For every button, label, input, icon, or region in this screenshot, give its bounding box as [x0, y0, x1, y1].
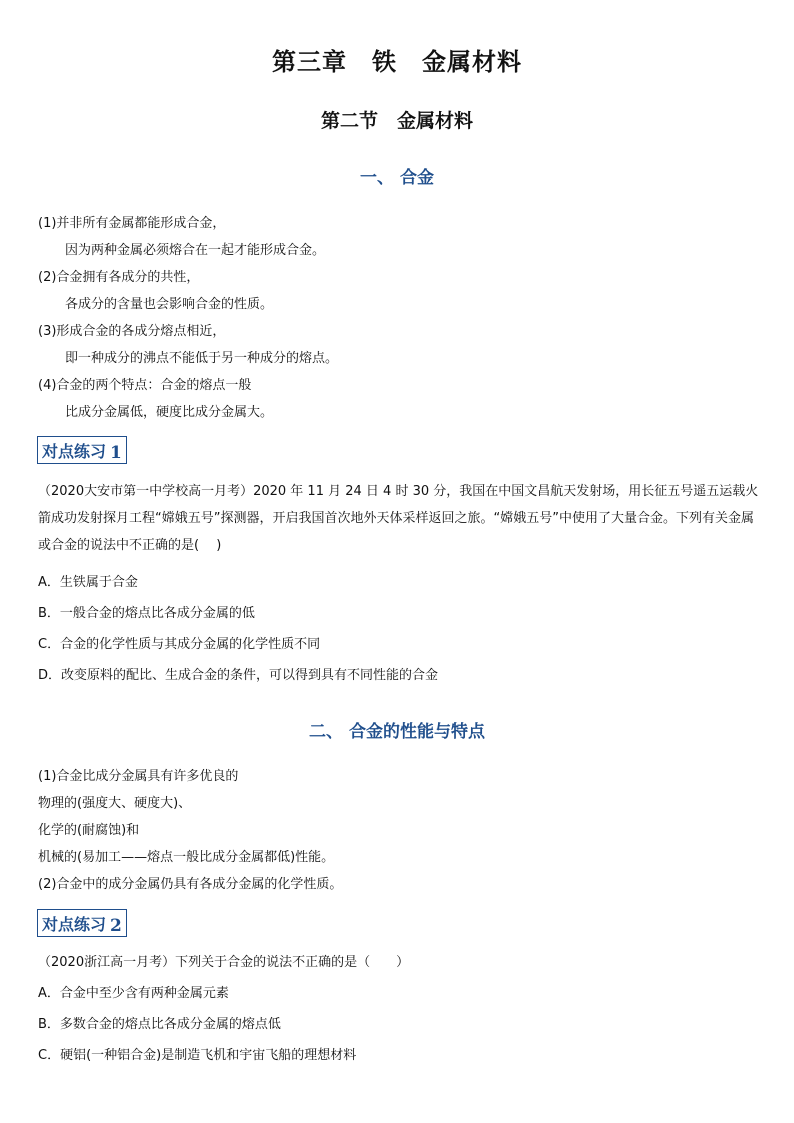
part2-line: 物理的(强度大、硬度大)、: [38, 796, 192, 811]
exercise-badge-number: 1: [110, 443, 122, 463]
exercise2-question: （2020浙江高一月考）下列关于合金的说法不正确的是（ ）: [38, 955, 410, 970]
exercise1-question: （2020大安市第一中学校高一月考）2020 年 11 月 24 日 4 时 30 分，我国在中国文昌航天发射场，用长征五号遥五运载火箭成功发射探月工程“嫦娥五号”探测器，开启我国首次地外天体采样返回之旅。“嫦娥五号”中使用了大量合金。下列有关金属或合金的说法中不正确的是( ): [38, 484, 759, 553]
part1-line: 因为两种金属必须熔合在一起才能形成合金。: [65, 243, 326, 258]
part1-heading: 一、 合金: [360, 168, 434, 188]
exercise-badge: [37, 909, 127, 937]
exercise1-option: C．合金的化学性质与其成分金属的化学性质不同: [38, 637, 321, 652]
part2-line: 化学的(耐腐蚀)和: [38, 823, 140, 838]
chapter-title: 第三章 铁 金属材料: [272, 48, 522, 76]
part1-line: (3)形成合金的各成分熔点相近，: [38, 324, 226, 339]
exercise-badge: [37, 436, 127, 464]
exercise1-option: B．一般合金的熔点比各成分金属的低: [38, 606, 255, 621]
part1-line: (2)合金拥有各成分的共性，: [38, 270, 200, 285]
part1-line: 比成分金属低，硬度比成分金属大。: [65, 405, 274, 420]
exercise2-option: A．合金中至少含有两种金属元素: [38, 986, 229, 1001]
exercise1-option: D．改变原料的配比、生成合金的条件，可以得到具有不同性能的合金: [38, 668, 439, 683]
exercise2-option: B．多数合金的熔点比各成分金属的熔点低: [38, 1017, 281, 1032]
part1-line: 各成分的含量也会影响合金的性质。: [65, 297, 274, 312]
exercise1-option: A．生铁属于合金: [38, 575, 138, 590]
part2-line: (2)合金中的成分金属仍具有各成分金属的化学性质。: [38, 877, 343, 892]
part2-line: (1)合金比成分金属具有许多优良的: [38, 769, 239, 784]
part2-line: 机械的(易加工——熔点一般比成分金属都低)性能。: [38, 850, 335, 865]
part2-heading: 二、 合金的性能与特点: [309, 722, 485, 742]
part1-line: 即一种成分的沸点不能低于另一种成分的熔点。: [65, 351, 339, 366]
exercise-badge-label: 对点练习: [42, 441, 107, 461]
exercise-badge-number: 2: [110, 916, 122, 936]
exercise-badge-label: 对点练习: [42, 914, 107, 934]
section-title: 第二节 金属材料: [320, 110, 473, 132]
part1-line: (1)并非所有金属都能形成合金，: [38, 216, 226, 231]
part1-line: (4)合金的两个特点：合金的熔点一般: [38, 378, 252, 393]
exercise2-option: C．硬铝(一种铝合金)是制造飞机和宇宙飞船的理想材料: [38, 1048, 357, 1063]
